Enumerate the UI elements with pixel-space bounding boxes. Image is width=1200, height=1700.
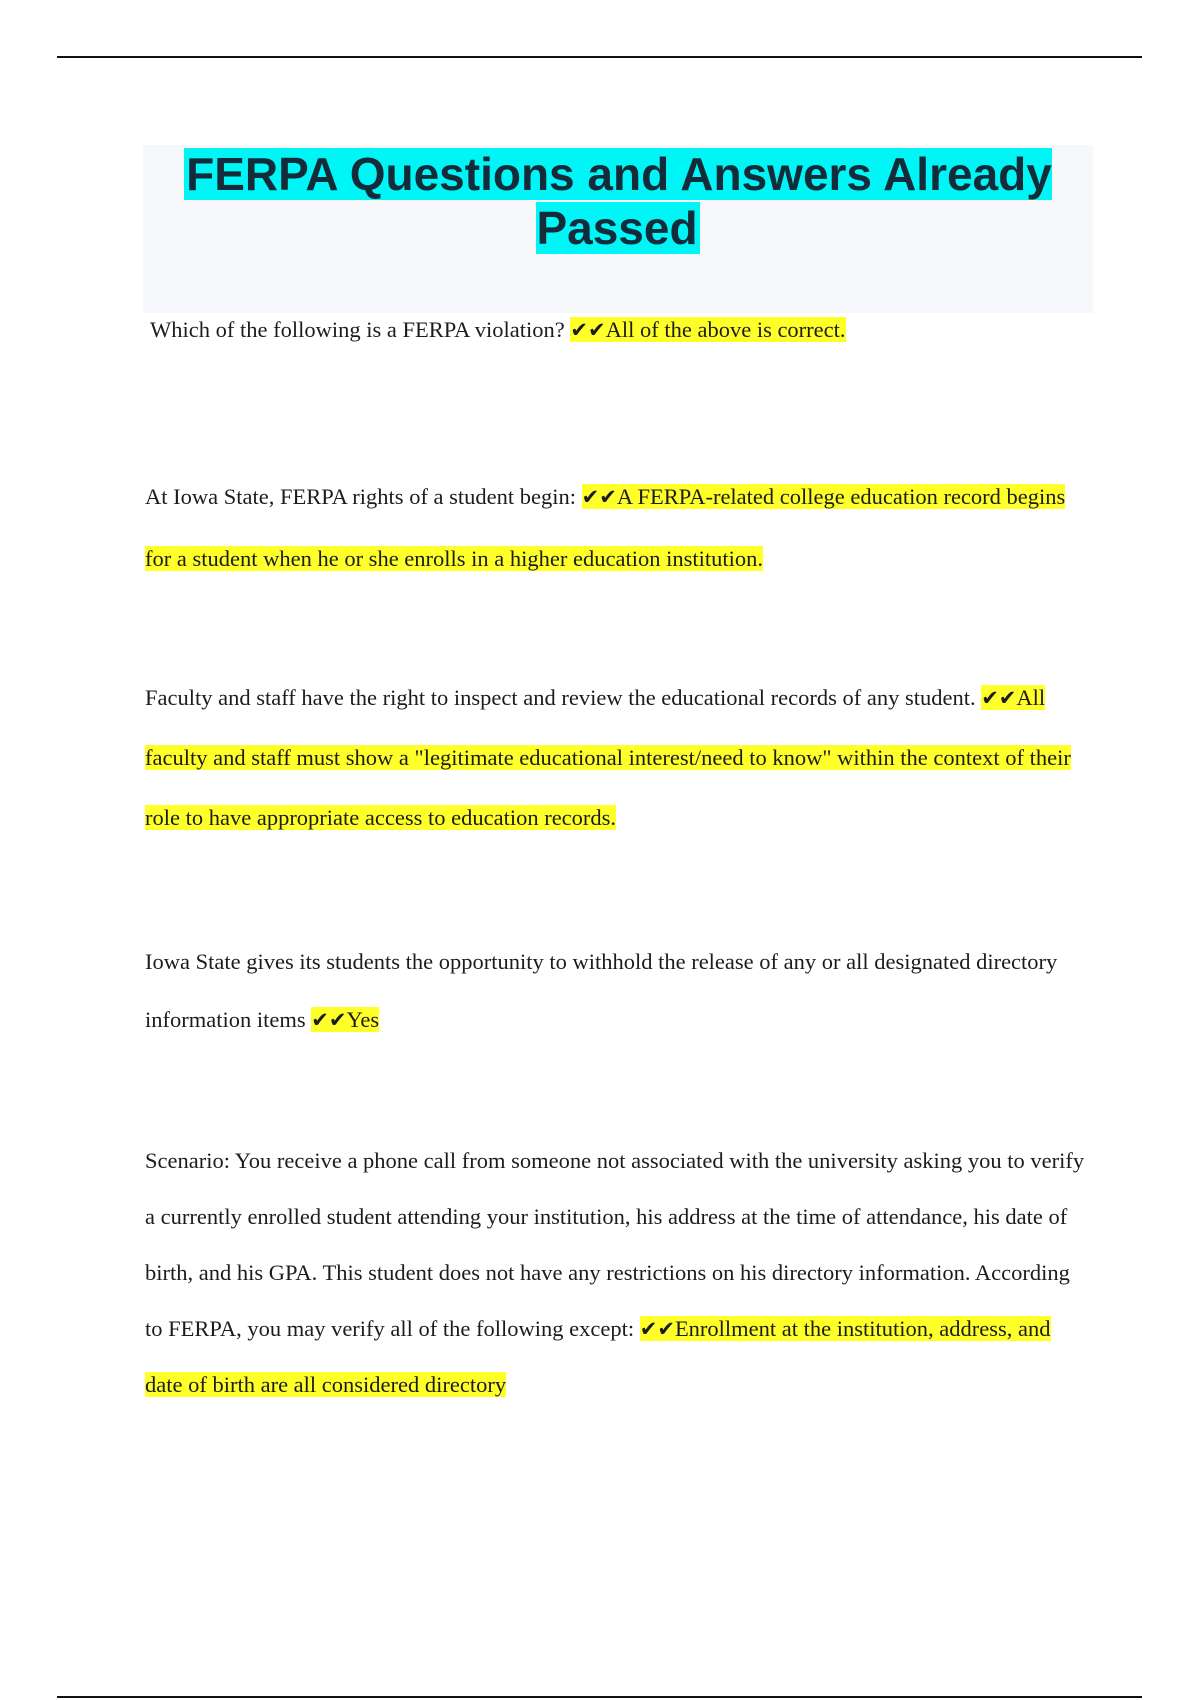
qa-item-4 — [145, 933, 1085, 1049]
qa-item-5 — [145, 1133, 1085, 1413]
answer-5-text: Enrollment at the institution, address, and date of birth are all considered directory — [145, 1316, 1051, 1397]
top-rule — [57, 56, 1142, 58]
question-1: Which of the following is a FERPA violation? — [150, 317, 571, 342]
answer-3-text: All faculty and staff must show a "legitimate educational interest/need to know" within the context of their role to have appropriate access to education records. — [145, 685, 1071, 830]
title-box — [143, 145, 1093, 313]
document-title-text: FERPA Questions and Answers Already Passed — [186, 148, 1052, 254]
answer-4 — [311, 1007, 379, 1032]
question-3: Faculty and staff have the right to inspect and review the educational records of any student. — [145, 685, 982, 710]
qa-item-2 — [145, 466, 1085, 589]
answer-2-text: A FERPA-related college education record begins for a student when he or she enrolls in a higher education institution. — [145, 484, 1066, 571]
bottom-rule — [57, 1696, 1142, 1698]
qa-item-1 — [150, 313, 1090, 347]
question-4: Iowa State gives its students the opportunity to withhold the release of any or all designated directory information items — [145, 949, 1058, 1032]
question-2: At Iowa State, FERPA rights of a student begin: — [145, 484, 582, 509]
check-icon: ✔✔ — [570, 318, 606, 342]
answer-4-text: Yes — [346, 1007, 380, 1032]
qa-item-3 — [145, 668, 1085, 848]
answer-1 — [570, 317, 845, 342]
document-title — [143, 145, 1093, 255]
check-icon: ✔✔ — [581, 485, 617, 509]
check-icon: ✔✔ — [981, 686, 1017, 710]
check-icon: ✔✔ — [639, 1317, 675, 1341]
answer-1-text: All of the above is correct. — [605, 317, 846, 342]
question-5: Scenario: You receive a phone call from someone not associated with the university asking you to verify a currently enrolled student attending your institution, his address at the time of attendance, his date of birth, and his GPA. This student does not have any restrictions on his directory information. According to FERPA, you may verify all of the following except: — [145, 1148, 1085, 1341]
check-icon: ✔✔ — [311, 1008, 347, 1032]
